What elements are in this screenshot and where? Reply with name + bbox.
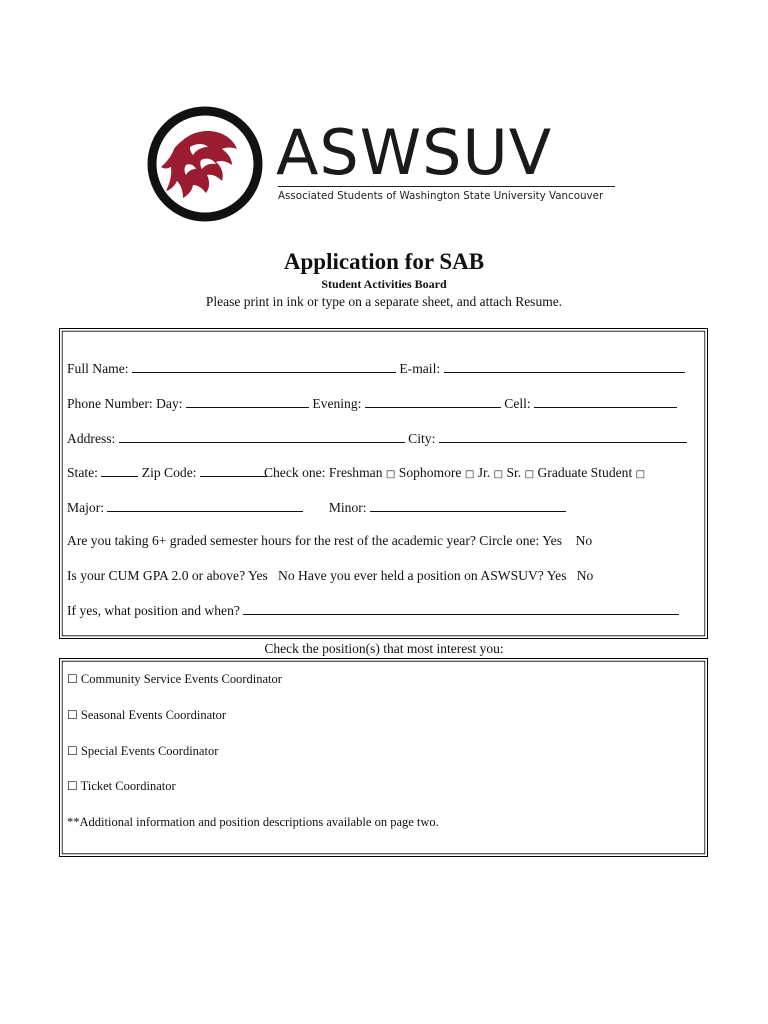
held-position-question: Have you ever held a position on ASWSUV? <box>298 568 544 583</box>
zip-field[interactable] <box>200 464 267 477</box>
row-gpa-position <box>67 568 593 584</box>
position-label: Ticket Coordinator <box>80 779 176 793</box>
phone-day-field[interactable] <box>186 395 309 408</box>
gpa-no[interactable]: No <box>278 568 295 583</box>
full-name-field[interactable] <box>132 360 396 373</box>
class-option-graduate: Graduate Student <box>537 465 633 480</box>
instructions: Please print in ink or type on a separate sheet, and attach Resume. <box>205 294 563 309</box>
checkbox-ticket-coordinator[interactable]: ☐ <box>67 779 78 793</box>
phone-cell-label: Cell: <box>504 396 531 411</box>
checkbox-special-events[interactable]: ☐ <box>67 744 78 758</box>
held-position-yes[interactable]: Yes <box>546 568 567 583</box>
row-state-zip-class <box>67 464 645 481</box>
checkbox-seasonal-events[interactable]: ☐ <box>67 708 78 722</box>
positions-heading: Check the position(s) that most interest you: <box>264 641 504 656</box>
semester-hours-question: Are you taking 6+ graded semester hours for the rest of the academic year? Circle one: <box>67 533 540 548</box>
phone-evening-label: Evening: <box>312 396 362 411</box>
row-address <box>67 430 687 447</box>
check-one-label: Check one: <box>263 465 326 480</box>
class-option-jr: Jr. <box>477 465 491 480</box>
minor-label: Minor: <box>328 500 367 515</box>
checkbox-graduate[interactable]: □ <box>635 469 646 480</box>
list-item <box>67 744 218 759</box>
position-when-field[interactable] <box>243 602 679 615</box>
brand-tagline: Associated Students of Washington State University Vancouver <box>278 190 604 202</box>
zip-label: Zip Code: <box>141 465 197 480</box>
state-label: State: <box>67 465 98 480</box>
phone-cell-field[interactable] <box>534 395 677 408</box>
email-field[interactable] <box>444 360 685 373</box>
row-phone <box>67 395 677 412</box>
row-name-email <box>67 360 685 377</box>
gpa-yes[interactable]: Yes <box>248 568 268 583</box>
address-label: Address: <box>67 431 116 446</box>
city-field[interactable] <box>439 430 687 443</box>
major-field[interactable] <box>107 499 303 512</box>
page-subtitle: Student Activities Board <box>321 277 447 291</box>
row-semester-hours <box>67 533 592 549</box>
list-item <box>67 672 282 687</box>
checkbox-freshman[interactable]: □ <box>385 469 396 480</box>
checkbox-sr[interactable]: □ <box>524 469 535 480</box>
phone-day-label: Phone Number: Day: <box>67 396 183 411</box>
class-option-freshman: Freshman <box>328 465 383 480</box>
email-label: E-mail: <box>399 361 441 376</box>
list-item <box>67 779 176 794</box>
wsu-cougar-logo-icon <box>146 105 264 223</box>
address-field[interactable] <box>119 430 405 443</box>
major-label: Major: <box>67 500 104 515</box>
semester-hours-no[interactable]: No <box>575 533 593 548</box>
semester-hours-yes[interactable]: Yes <box>542 533 562 548</box>
position-label: Seasonal Events Coordinator <box>80 708 227 722</box>
minor-field[interactable] <box>370 499 566 512</box>
full-name-label: Full Name: <box>67 361 129 376</box>
class-option-sophomore: Sophomore <box>398 465 462 480</box>
row-position-when <box>67 602 679 619</box>
class-option-sr: Sr. <box>506 465 522 480</box>
brand-divider <box>278 186 615 187</box>
state-field[interactable] <box>101 464 138 477</box>
list-item <box>67 708 226 723</box>
position-when-label: If yes, what position and when? <box>67 603 240 618</box>
checkbox-sophomore[interactable]: □ <box>464 469 475 480</box>
checkbox-jr[interactable]: □ <box>493 469 504 480</box>
positions-footnote: **Additional information and position descriptions available on page two. <box>67 815 439 829</box>
held-position-no[interactable]: No <box>576 568 594 583</box>
checkbox-community-service[interactable]: ☐ <box>67 672 78 686</box>
brand-name: ASWSUV <box>276 116 553 189</box>
phone-evening-field[interactable] <box>365 395 501 408</box>
position-label: Community Service Events Coordinator <box>80 672 282 686</box>
row-major-minor <box>67 499 566 516</box>
city-label: City: <box>408 431 436 446</box>
page-title: Application for SAB <box>283 249 485 274</box>
gpa-question: Is your CUM GPA 2.0 or above? <box>67 568 246 583</box>
position-label: Special Events Coordinator <box>80 744 219 758</box>
